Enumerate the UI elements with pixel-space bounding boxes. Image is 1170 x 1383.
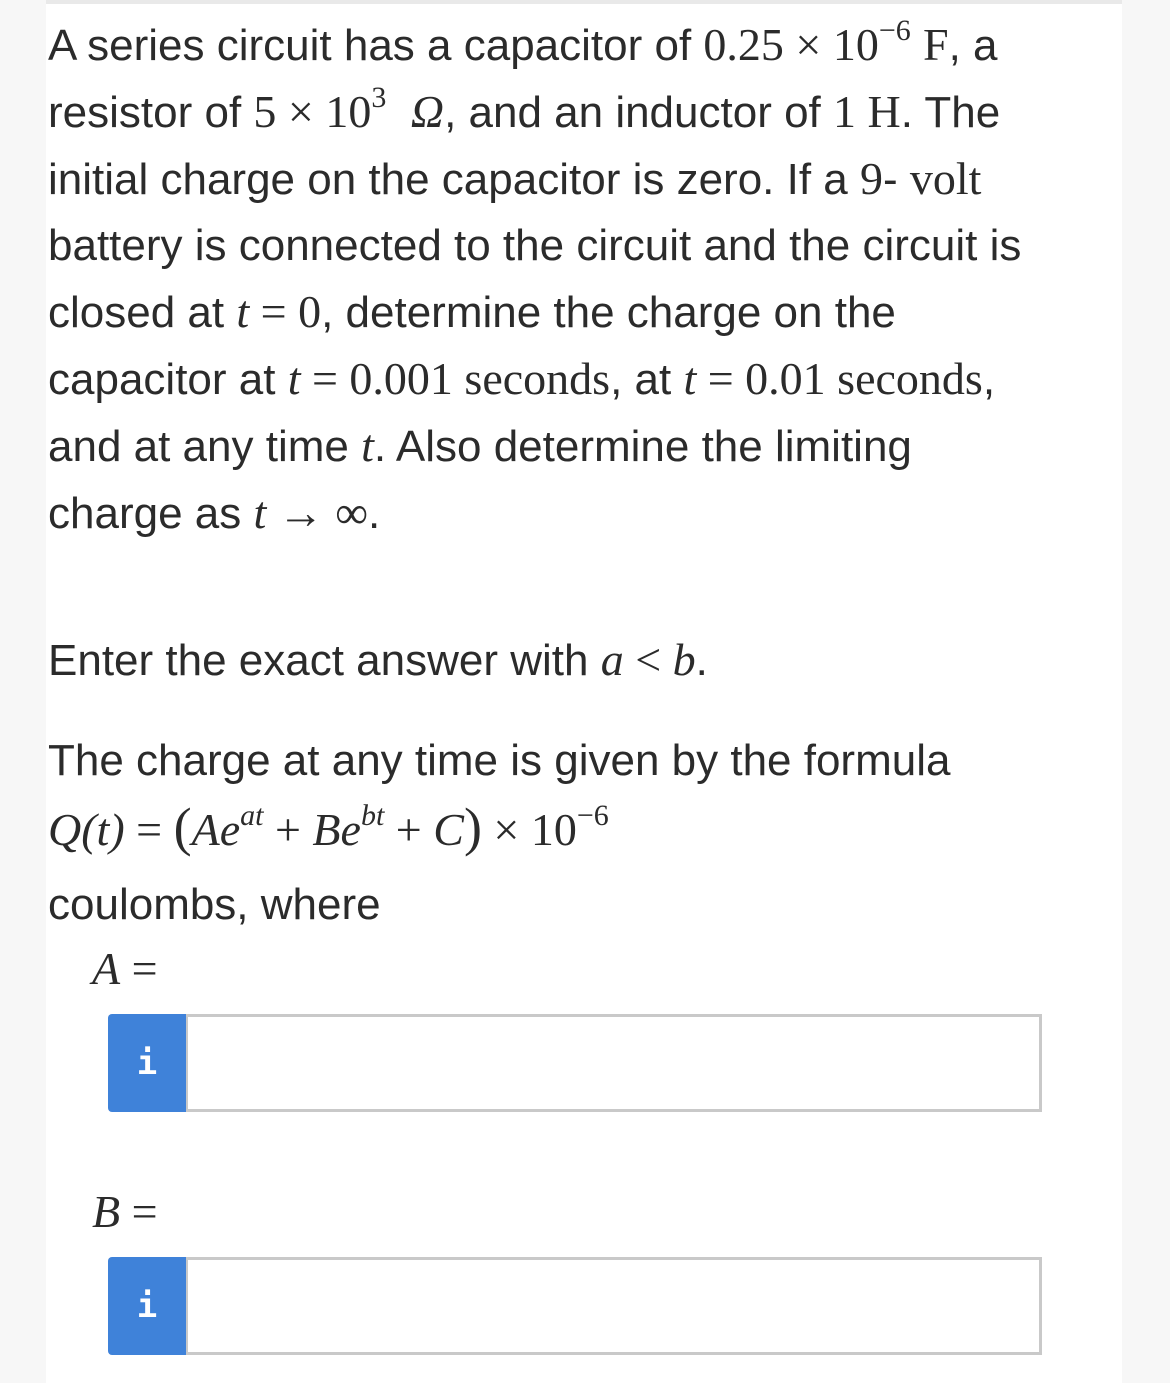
question-content <box>48 12 1048 938</box>
answer-a-label: A = <box>92 943 158 994</box>
answer-b-input[interactable] <box>186 1257 1042 1355</box>
instruction-text: Enter the exact answer with a < b. <box>48 634 708 685</box>
resistance-value: $5 \times 10^3$ <box>253 81 387 137</box>
problem-statement: A series circuit has a capacitor of $0.25 \times 10^{-6}$ F, a resistor of $5 \times 10^3$ Ω, and an inductor of 1 H. The initial charge on the capacitor is zero. If a 9- volt battery is connected to the circuit and the circuit is closed at t = 0, determine the charge on the capacitor at t = 0.001 seconds, at t = 0.01 seconds, and at any time t. Also determine the limiting charge as t → ∞. <box>48 14 1022 538</box>
formula-intro: The charge at any time is given by the formula <box>48 736 951 785</box>
time-value-2: 0.01 <box>745 353 826 404</box>
capacitance-value: $0.25 \times 10^{-6}$ <box>703 14 911 70</box>
top-divider <box>46 0 1122 4</box>
time-value-1: 0.001 <box>349 353 453 404</box>
formula-units: coulombs, where <box>48 880 381 929</box>
info-icon[interactable]: i <box>108 1014 186 1112</box>
farad-unit: F <box>923 19 949 70</box>
info-icon[interactable]: i <box>108 1257 186 1355</box>
infinity-symbol: ∞ <box>335 487 369 538</box>
answer-b-field <box>108 1257 1042 1355</box>
answer-a-input[interactable] <box>186 1014 1042 1112</box>
formula-expression: $Q(t) = (Ae^{at} + Be^{bt} + C) \times 10^{-6}$ <box>48 797 609 857</box>
answer-b-label: B = <box>92 1186 158 1237</box>
voltage-value: 9 <box>859 153 883 204</box>
inductance-value: 1 H <box>833 86 901 137</box>
answer-a-field <box>108 1014 1042 1112</box>
ohm-unit: Ω <box>410 86 445 137</box>
